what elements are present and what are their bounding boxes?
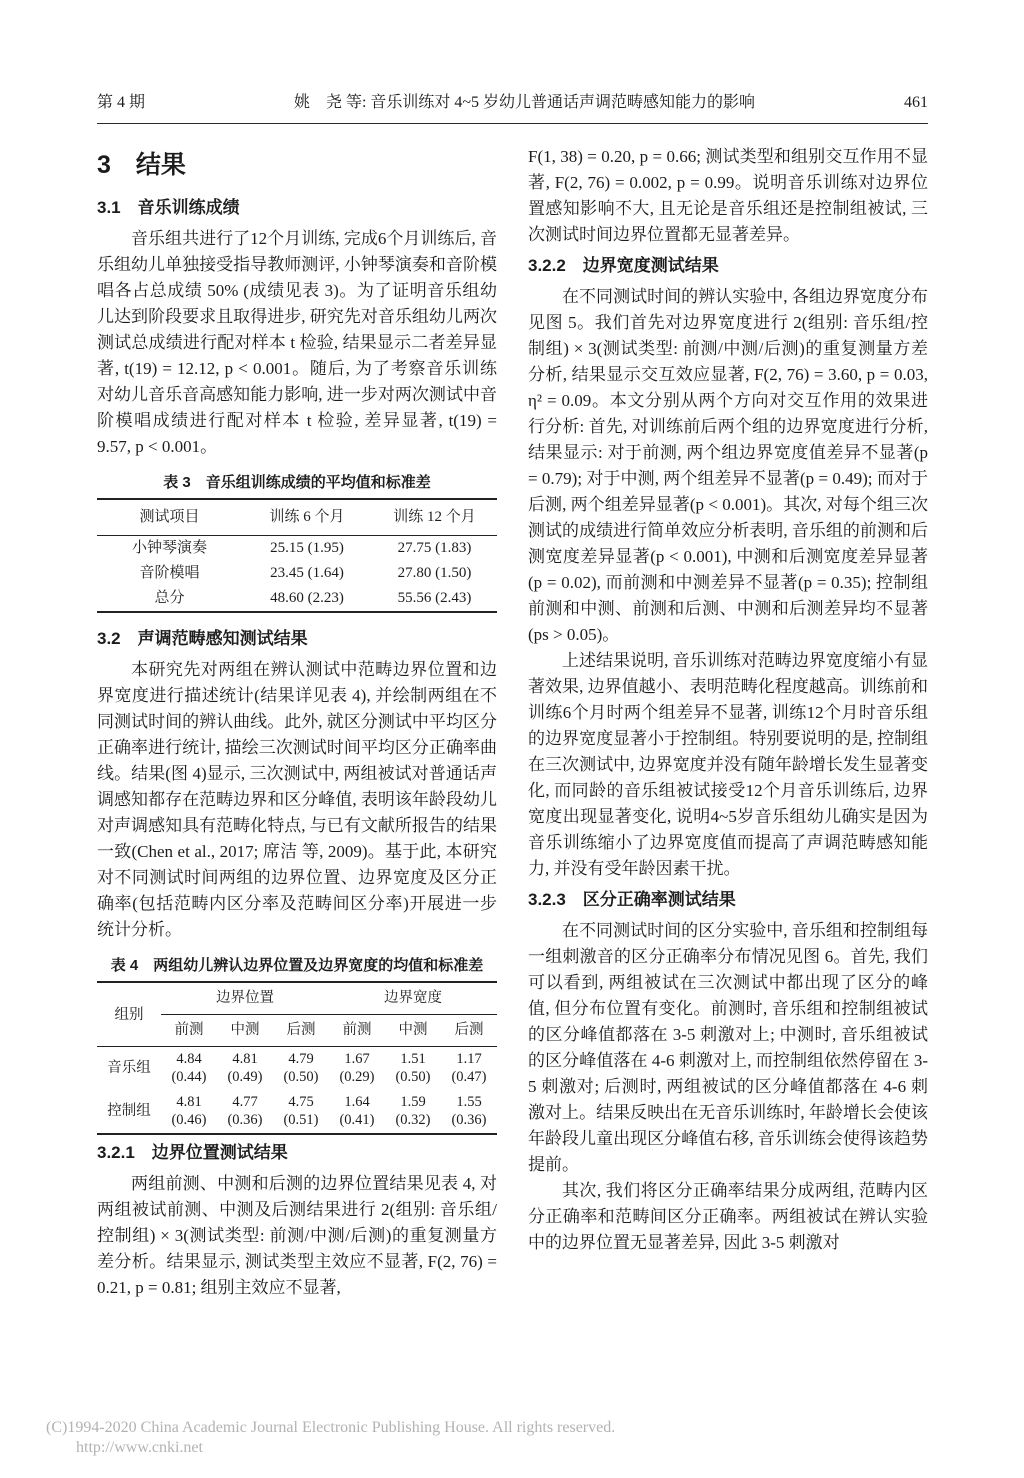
section-3-2-1-heading: 3.2.1 边界位置测试结果 [97, 1143, 288, 1162]
two-column-body [97, 144, 928, 1301]
table-4-subheader: 中测 [385, 1015, 441, 1047]
table-4-subheader: 后测 [441, 1015, 497, 1047]
paragraph-boundary-position-continued: F(1, 38) = 0.20, p = 0.66; 测试类型和组别交互作用不显著, F(2, 76) = 0.002, p = 0.99。说明音乐训练对边界位置感知影响不大, 且无论是音乐组还是控制组被试, 三次测试时间边界位置都无显著差异。 [528, 147, 928, 244]
table-3 [97, 498, 497, 613]
mean-value: 1.51 [400, 1051, 426, 1067]
mean-value: 1.17 [456, 1051, 482, 1067]
mean-value: 1.67 [344, 1051, 370, 1067]
paragraph-discrimination-accuracy: 在不同测试时间的区分实验中, 音乐组和控制组每一组刺激音的区分正确率分布情况见图 6。首先, 我们可以看到, 两组被试在三次测试中都出现了区分的峰值, 但分布位置有变化。前测时, 音乐组和控制组被试的区分峰值都落在 3-5 刺激对上; 中测时, 音乐组被试的区分峰值落在 4-6 刺激对上, 而控制组依然停留在 3-5 刺激对; 后测时, 两组被试的区分峰值都落在 4-6 刺激对上。结果反映出在无音乐训练时, 年龄增长会使该年龄段儿童出现区分峰值右移, 音乐训练会使得该趋势提前。 [528, 921, 928, 1174]
paragraph-boundary-position: 两组前测、中测和后测的边界位置结果见表 4, 对两组被试前测、中测及后测结果进行 2(组别: 音乐组/控制组) × 3(测试类型: 前测/中测/后测)的重复测量方差分析。结果显示, 测试类型主效应不显著, F(2, 76) = 0.21, p = 0.81; 组别主效应不显著, [97, 1174, 497, 1297]
table-4-group-header: 组别 [97, 982, 161, 1047]
left-column [97, 144, 497, 1301]
table-cell [217, 1090, 273, 1134]
table-3-title: 表 3 音乐组训练成绩的平均值和标准差 [163, 474, 431, 491]
paragraph-music-training-results: 音乐组共进行了12个月训练, 完成6个月训练后, 音乐组幼儿单独接受指导教师测评, 小钟琴演奏和音阶模唱各占总成绩 50% (成绩见表 3)。为了证明音乐组幼儿达到阶段要求且取得进步, 研究先对音乐组幼儿两次测试总成绩进行配对样本 t 检验, 结果显示二者差异显著, t(19) = 12.12, p < 0.001。随后, 为了考察音乐训练对幼儿音乐音高感知能力影响, 进一步对两次测试中音阶模唱成绩进行配对样本 t 检验, 差异显著, t(19) = 9.57, p < 0.001。 [97, 229, 497, 456]
mean-value: 4.79 [288, 1051, 314, 1067]
table-cell: 控制组 [107, 1103, 151, 1119]
paragraph-tone-category-overview: 本研究先对两组在辨认测试中范畴边界位置和边界宽度进行描述统计(结果详见表 4), 并绘制两组在不同测试时间的辨认曲线。此外, 就区分测试中平均区分正确率进行统计, 描绘三次测试时间平均区分正确率曲线。结果(图 4)显示, 三次测试中, 两组被试对普通话声调感知都存在范畴边界和区分峰值, 表明该年龄段幼儿对声调感知具有范畴化特点, 与已有文献所报告的结果一致(Chen et al., 2017; 席洁 等, 2009)。基于此, 本研究对不同测试时间两组的边界位置、边界宽度及区分正确率(包括范畴内区分率及范畴间区分率)开展进一步统计分析。 [97, 660, 497, 939]
table-cell [329, 1047, 385, 1091]
running-title: 姚 尧 等: 音乐训练对 4~5 岁幼儿普通话声调范畴感知能力的影响 [293, 94, 756, 111]
table-3-header-item: 测试项目 [97, 499, 242, 536]
table-cell: 55.56 (2.43) [397, 590, 472, 606]
copyright-footer [30, 1398, 615, 1478]
paragraph-boundary-width-discussion: 上述结果说明, 音乐训练对范畴边界宽度缩小有显著效果, 边界值越小、表明范畴化程度越高。训练前和训练6个月时两个组差异不显著, 训练12个月时音乐组的边界宽度显著小于控制组。特别要说明的是, 控制组在三次测试中, 边界宽度并没有随年龄增长发生显著变化, 而同龄的音乐组被试接受12个月音乐训练后, 边界宽度出现显著变化, 说明4~5岁音乐组幼儿确实是因为音乐训练缩小了边界宽度值而提高了声调范畴感知能力, 并没有受年龄因素干扰。 [528, 651, 928, 878]
table-cell [441, 1047, 497, 1091]
table-4-subheader: 中测 [217, 1015, 273, 1047]
mean-value: 1.59 [400, 1094, 426, 1110]
table-3-row-scale-singing [97, 561, 497, 586]
table-4-subheader: 前测 [161, 1015, 217, 1047]
mean-value: 4.81 [176, 1094, 202, 1110]
table-3-header-row [97, 499, 497, 536]
section-3-2-2-heading: 3.2.2 边界宽度测试结果 [528, 256, 719, 275]
table-cell [273, 1047, 329, 1091]
issue-label: 第 4 期 [97, 94, 146, 111]
sd-value: (0.50) [283, 1069, 319, 1085]
table-cell: 25.15 (1.95) [270, 540, 344, 556]
table-cell: 48.60 (2.23) [270, 590, 344, 606]
sd-value: (0.49) [227, 1069, 263, 1085]
table-cell: 音阶模唱 [139, 565, 200, 581]
mean-value: 4.84 [176, 1051, 202, 1067]
mean-value: 1.55 [456, 1094, 482, 1110]
table-3-header-12mo: 训练 12 个月 [372, 499, 497, 536]
page-number: 461 [904, 94, 928, 111]
table-3-header-6mo: 训练 6 个月 [242, 499, 372, 536]
table-cell: 23.45 (1.64) [270, 565, 344, 581]
section-3-2-heading: 3.2 声调范畴感知测试结果 [97, 629, 308, 648]
table-4-title: 表 4 两组幼儿辨认边界位置及边界宽度的均值和标准差 [110, 957, 484, 974]
table-cell: 总分 [154, 590, 185, 606]
paragraph-discrimination-split: 其次, 我们将区分正确率结果分成两组, 范畴内区分正确率和范畴间区分正确率。两组被试在辨认实验中的边界位置无显著差异, 因此 3-5 刺激对 [528, 1181, 928, 1252]
section-3-1-heading: 3.1 音乐训练成绩 [97, 198, 240, 217]
table-cell [217, 1047, 273, 1091]
table-cell [385, 1090, 441, 1134]
table-cell [329, 1090, 385, 1134]
mean-value: 4.75 [288, 1094, 314, 1110]
sd-value: (0.51) [283, 1112, 319, 1128]
section-3-2-3-heading: 3.2.3 区分正确率测试结果 [528, 890, 736, 909]
table-4-span-header-row [97, 982, 497, 1015]
table-cell [385, 1047, 441, 1091]
table-4-row-control-group [97, 1090, 497, 1134]
right-column [528, 144, 928, 1301]
sd-value: (0.32) [395, 1112, 431, 1128]
sd-value: (0.44) [171, 1069, 207, 1085]
table-cell [273, 1090, 329, 1134]
mean-value: 4.81 [232, 1051, 258, 1067]
table-4-row-music-group [97, 1047, 497, 1091]
table-3-row-glockenspiel [97, 536, 497, 562]
sd-value: (0.36) [451, 1112, 487, 1128]
table-cell [441, 1090, 497, 1134]
sd-value: (0.50) [395, 1069, 431, 1085]
section-3-heading: 3 结果 [97, 151, 186, 179]
sd-value: (0.36) [227, 1112, 263, 1128]
table-cell [161, 1047, 217, 1091]
table-cell: 27.75 (1.83) [397, 540, 472, 556]
mean-value: 1.64 [344, 1094, 370, 1110]
table-cell: 27.80 (1.50) [397, 565, 472, 581]
running-head [97, 94, 928, 124]
paragraph-boundary-width-analysis: 在不同测试时间的辨认实验中, 各组边界宽度分布见图 5。我们首先对边界宽度进行 2(组别: 音乐组/控制组) × 3(测试类型: 前测/中测/后测)的重复测量方差分析, 结果显示交互效应显著, F(2, 76) = 3.60, p = 0.03, η² = 0.09。本文分别从两个方向对交互作用的效果进行分析: 首先, 对训练前后两个组的边界宽度进行分析, 结果显示: 对于前测, 两个组边界宽度值差异不显著(p = 0.79); 对于中测, 两个组差异不显著(p = 0.49); 而对于后测, 两个组差异显著(p < 0.001)。其次, 对每个组三次测试的成绩进行简单效应分析表明, 音乐组的前测和后测宽度差异显著(p < 0.001), 中测和后测宽度差异显著(p = 0.02), 而前测和中测差异不显著(p = 0.35); 控制组前测和中测、前测和后测、中测和后测差异均不显著(ps > 0.05)。 [528, 287, 928, 644]
table-cell [161, 1090, 217, 1134]
table-3-row-total [97, 586, 497, 612]
cnki-url: http://www.cnki.net [76, 1439, 203, 1456]
copyright-text: (C)1994-2020 China Academic Journal Electronic Publishing House. All rights reserved. [46, 1419, 616, 1436]
table-cell: 音乐组 [107, 1060, 151, 1076]
table-4-subheader: 后测 [273, 1015, 329, 1047]
sd-value: (0.29) [339, 1069, 375, 1085]
table-4-span-boundary-position: 边界位置 [161, 982, 329, 1015]
table-4-subheader: 前测 [329, 1015, 385, 1047]
sd-value: (0.47) [451, 1069, 487, 1085]
table-4-span-boundary-width: 边界宽度 [329, 982, 497, 1015]
table-cell: 小钟琴演奏 [131, 540, 207, 556]
sd-value: (0.46) [171, 1112, 207, 1128]
sd-value: (0.41) [339, 1112, 375, 1128]
mean-value: 4.77 [232, 1094, 258, 1110]
table-4 [97, 981, 497, 1135]
